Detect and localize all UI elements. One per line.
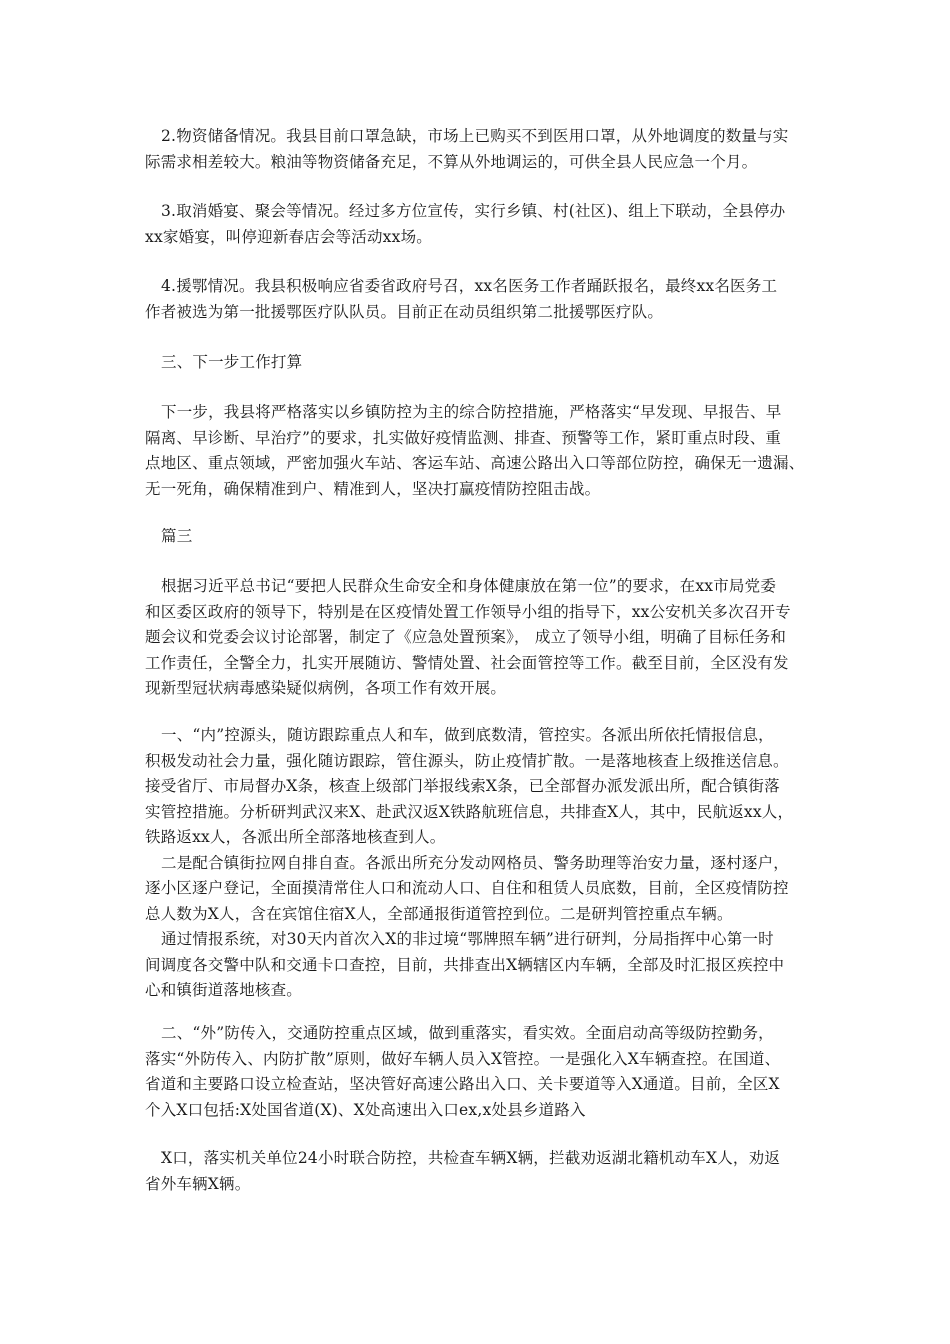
paragraph-internal-control	[145, 723, 815, 1004]
text-line: 4.援鄂情况。我县积极响应省委省政府号召，xx名医务工作者踊跃报名，最终xx名医务工	[161, 277, 778, 295]
text-line: 接受省厅、市局督办X条，核查上级部门举报线索X条，已全部督办派发派出所，配合镇街落	[145, 777, 780, 795]
text-line: 一、“内”控源头，随访跟踪重点人和车，做到底数清，管控实。各派出所依托情报信息，	[161, 726, 774, 744]
text-line: X口，落实机关单位24小时联合防控，共检查车辆X辆，拦截劝返湖北籍机动车X人，劝返	[161, 1149, 781, 1167]
chapter-heading-part-three	[145, 524, 815, 550]
text-line: 铁路返xx人，各派出所全部落地核查到人。	[145, 828, 446, 846]
text-line: 落实“外防传入、内防扩散”原则，做好车辆人员入X管控。一是强化入X车辆查控。在国道、	[145, 1049, 781, 1068]
chapter-heading: 篇三	[161, 527, 193, 545]
text-line: 逐小区逐户登记，全面摸清常住人口和流动人口、自住和租赁人员底数，目前，全区疫情防控	[145, 879, 789, 897]
section-heading-next-steps	[145, 350, 815, 376]
text-line: 际需求相差较大。粮油等物资储备充足，不算从外地调运的，可供全县人民应急一个月。	[145, 152, 758, 171]
paragraph-next-steps	[145, 400, 815, 502]
text-line: 二、“外”防传入，交通防控重点区域，做到重落实，看实效。全面启动高等级防控勤务，	[161, 1024, 774, 1042]
text-line: 隔离、早诊断、早治疗”的要求，扎实做好疫情监测、排查、预警等工作，紧盯重点时段、重	[145, 428, 782, 447]
text-line: 3.取消婚宴、聚会等情况。经过多方位宣传，实行乡镇、村(社区)、组上下联动，全县停办	[161, 202, 786, 220]
text-line: 实管控措施。分析研判武汉来X、赴武汉返X铁路航班信息，共排查X人，其中，民航返xx人，	[145, 802, 794, 821]
text-line: 现新型冠状病毒感染疑似病例，各项工作有效开展。	[145, 679, 507, 697]
text-line: 二是配合镇街拉网自排自查。各派出所充分发动网格员、警务助理等治安力量，逐村逐户，	[161, 853, 790, 872]
text-line: 作者被选为第一批援鄂医疗队队员。目前正在动员组织第二批援鄂医疗队。	[145, 302, 664, 321]
paragraph-checkpoint-results	[145, 1146, 815, 1197]
text-line: 省外车辆X辆。	[145, 1174, 251, 1193]
text-line: 积极发动社会力量，强化随访跟踪，管住源头，防止疫情扩散。一是落地核查上级推送信息。	[145, 751, 789, 770]
text-line: 间调度各交警中队和交通卡口查控，目前，共排查出X辆辖区内车辆，全部及时汇报区疾控中	[145, 955, 785, 974]
text-line: 总人数为X人，含在宾馆住宿X人，全部通报街道管控到位。二是研判管控重点车辆。	[145, 904, 733, 923]
text-line: 无一死角，确保精准到户、精准到人，坚决打赢疫情防控阻击战。	[145, 479, 601, 498]
text-line: 和区委区政府的领导下，特别是在区疫情处置工作领导小组的指导下，xx公安机关多次召开专	[145, 602, 791, 621]
text-line: 根据习近平总书记“要把人民群众生命安全和身体健康放在第一位”的要求，在xx市局党委	[161, 577, 777, 595]
text-line: 省道和主要路口设立检查站，坚决管好高速公路出入口、关卡要道等入X通道。目前，全区X	[145, 1075, 780, 1093]
text-line: 下一步，我县将严格落实以乡镇防控为主的综合防控措施，严格落实“早发现、早报告、早	[161, 403, 782, 421]
section-heading: 三、下一步工作打算	[161, 353, 303, 371]
text-line: xx家婚宴，叫停迎新春店会等活动xx场。	[145, 227, 432, 246]
paragraph-external-prevention	[145, 1021, 815, 1123]
text-line: 工作责任，全警全力，扎实开展随访、警情处置、社会面管控等工作。截至目前，全区没有发	[145, 653, 789, 672]
paragraph-intro-part-three	[145, 574, 815, 702]
text-line: 题会议和党委会议讨论部署，制定了《应急处置预案》， 成立了领导小组，明确了目标任务和	[145, 628, 787, 646]
text-line: 2.物资储备情况。我县目前口罩急缺，市场上已购买不到医用口罩，从外地调度的数量与实	[161, 127, 789, 145]
text-line: 心和镇街道落地核查。	[145, 981, 303, 999]
text-line: 通过情报系统，对30天内首次入X的非过境“鄂牌照车辆”进行研判，分局指挥中心第一时	[161, 930, 774, 948]
paragraph-cancel-banquets	[145, 199, 815, 250]
text-line: 点地区、重点领域，严密加强火车站、客运车站、高速公路出入口等部位防控，确保无一遗漏、	[145, 454, 805, 472]
paragraph-aid-hubei	[145, 274, 815, 325]
text-line: 个入X口包括:X处国省道(X)、X处高速出入口ex,x处县乡道路入	[145, 1100, 586, 1119]
paragraph-material-reserve	[145, 124, 815, 175]
